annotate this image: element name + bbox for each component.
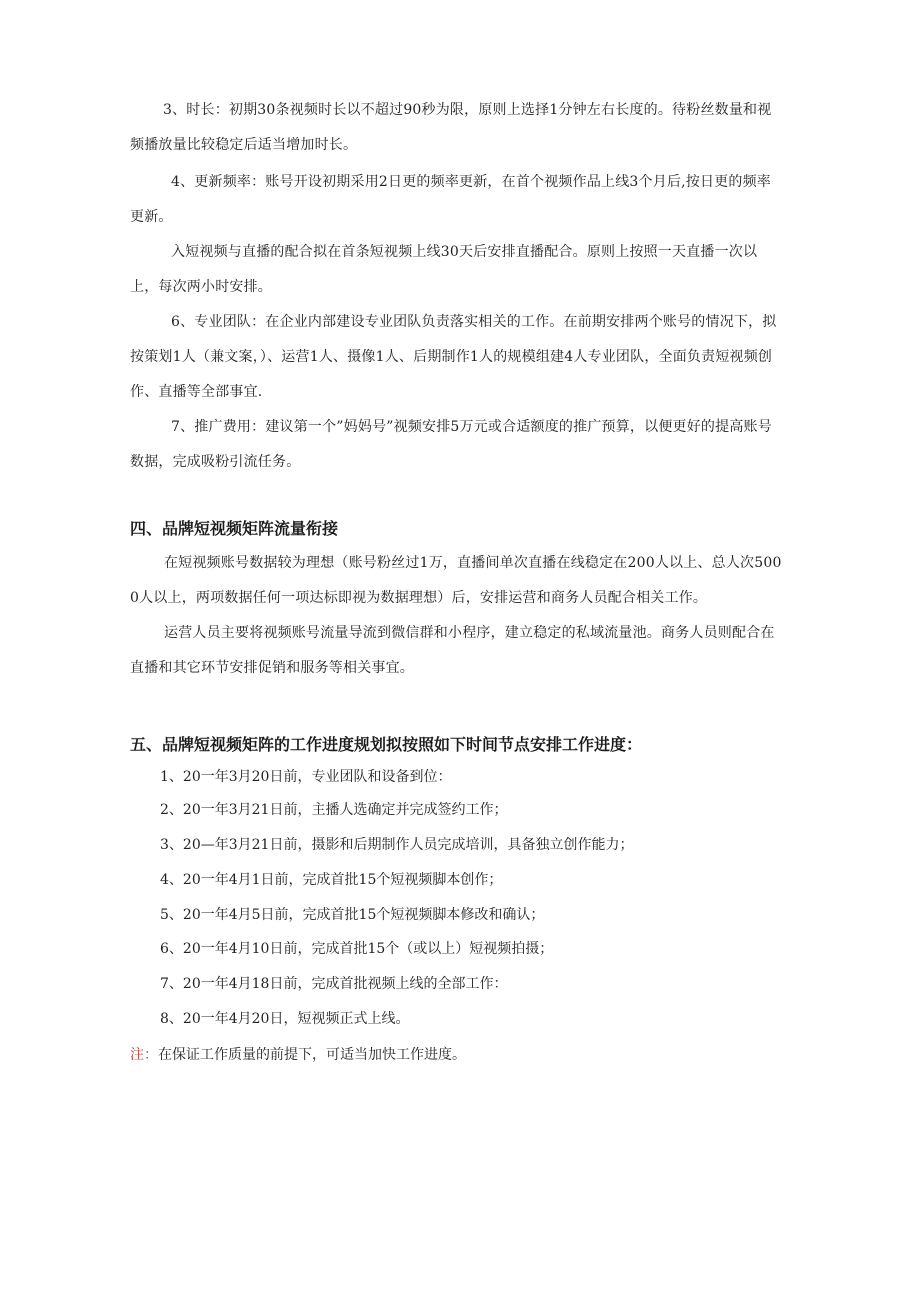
section4-paragraph-2: 运营人员主要将视频账号流量导流到微信群和小程序，建立稳定的私域流量池。商务人员则配合在直播和其它环节安排促销和服务等相关事宜。 — [130, 625, 775, 676]
section4-paragraph-1: 在短视频账号数据较为理想（账号粉丝过1万，直播间单次直播在线稳定在200人以上、总人次5000人以上，两项数据任何一项达标即视为数据理想）后，安排运营和商务人员配合相关工作。 — [130, 555, 782, 606]
schedule-item: 1、20一年3月20日前，专业团队和设备到位： — [160, 769, 452, 785]
schedule-item: 4、20一年4月1日前，完成首批15个短视频脚本创作； — [160, 872, 503, 888]
schedule-item: 8、20一年4月20日，短视频正式上线。 — [160, 1011, 410, 1027]
section5-heading: 五、品牌短视频矩阵的工作进度规划拟按照如下时间节点安排工作进度： — [130, 735, 643, 754]
note — [130, 1044, 770, 1066]
paragraph-live-coordination: 入短视频与直播的配合拟在首条短视频上线30天后安排直播配合。原则上按照一天直播一次以上，每次两小时安排。 — [130, 244, 758, 295]
schedule-item: 3、20—年3月21日前，摄影和后期制作人员完成培训，具备独立创作能力； — [160, 837, 634, 853]
note-text: 在保证工作质量的前提下，可适当加快工作进度。 — [158, 1047, 466, 1063]
paragraph-update-frequency: 4、更新频率：账号开设初期采用2日更的频率更新，在首个视频作品上线3个月后,按日更的频率更新。 — [130, 174, 771, 225]
schedule-item: 5、20一年4月5日前，完成首批15个短视频脚本修改和确认； — [160, 907, 545, 923]
schedule-item: 7、20一年4月18日前，完成首批视频上线的全部工作： — [160, 976, 508, 992]
schedule-item: 2、20一年3月21日前，主播人选确定并完成签约工作； — [160, 802, 508, 818]
paragraph-duration: 3、时长：初期30条视频时长以不超过90秒为限，原则上选择1分钟左右长度的。待粉丝数量和视频播放量比较稳定后适当增加时长。 — [130, 102, 772, 153]
paragraph-professional-team: 6、专业团队：在企业内部建设专业团队负责落实相关的工作。在前期安排两个账号的情况下，拟按策划1人（兼文案，）、运营1人、摄像1人、后期制作1人的规模组建4人专业团队，全面负责短视频创作、直播等全部事宜. — [130, 314, 777, 400]
section4-heading: 四、品牌短视频矩阵流量衔接 — [130, 519, 339, 538]
note-label: 注： — [130, 1047, 158, 1063]
paragraph-promotion-cost: 7、推广费用：建议第一个”妈妈号”视频安排5万元或合适额度的推广预算，以便更好的提高账号数据，完成吸粉引流任务。 — [130, 419, 772, 470]
schedule-item: 6、20一年4月10日前，完成首批15个（或以上）短视频拍摄； — [160, 941, 554, 957]
